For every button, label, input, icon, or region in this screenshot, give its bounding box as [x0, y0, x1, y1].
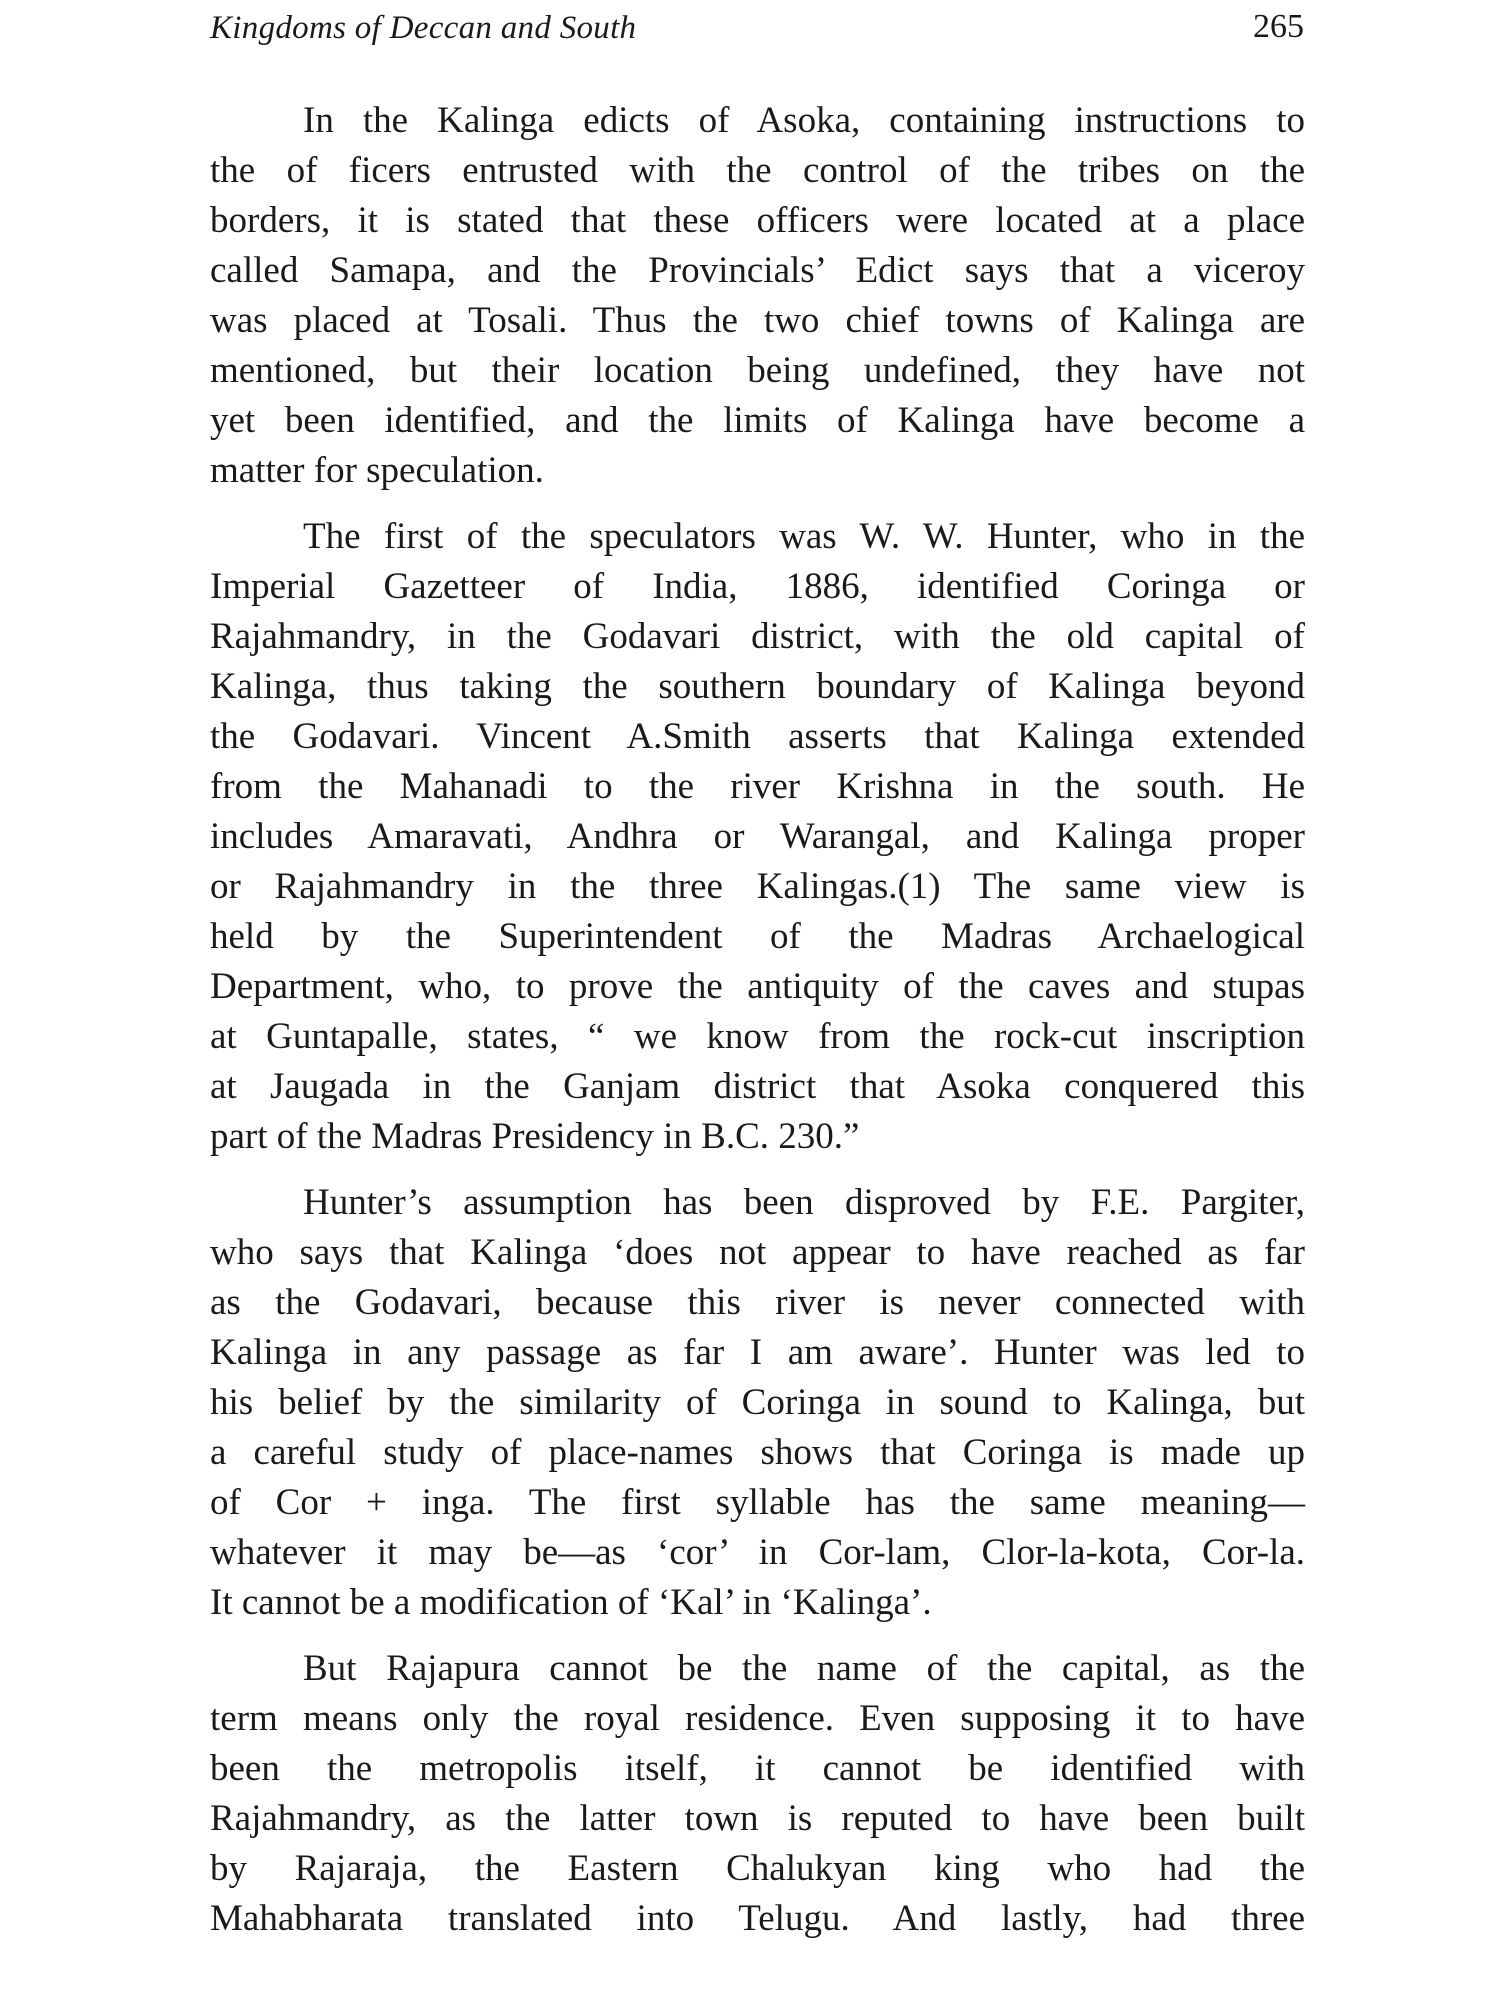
text-line: Department, who, to prove the antiquity of the caves and stupas	[210, 966, 1305, 1007]
body-text	[210, 96, 1305, 1960]
text-line: whatever it may be—as ‘cor’ in Cor-lam, Clor-la-kota, Cor-la.	[210, 1532, 1305, 1573]
text-line: been the metropolis itself, it cannot be identified with	[210, 1748, 1305, 1789]
text-line: from the Mahanadi to the river Krishna in the south. He	[210, 766, 1305, 807]
text-line: his belief by the similarity of Coringa in sound to Kalinga, but	[210, 1382, 1305, 1423]
text-line: or Rajahmandry in the three Kalingas.(1) The same view is	[210, 866, 1305, 907]
page-number: 265	[1253, 8, 1304, 45]
text-line: the Godavari. Vincent A.Smith asserts that Kalinga extended	[210, 716, 1305, 757]
text-line: Kalinga, thus taking the southern boundary of Kalinga beyond	[210, 666, 1305, 707]
text-line: matter for speculation.	[210, 450, 544, 491]
text-line: Rajahmandry, as the latter town is reputed to have been built	[210, 1798, 1305, 1839]
paragraph-3	[210, 1178, 1305, 1628]
text-line: the of ficers entrusted with the control of the tribes on the	[210, 150, 1305, 191]
text-line: by Rajaraja, the Eastern Chalukyan king who had the	[210, 1848, 1305, 1889]
text-line: of Cor + inga. The first syllable has the same meaning—	[210, 1482, 1305, 1523]
paragraph-1	[210, 96, 1305, 496]
text-line: The first of the speculators was W. W. Hunter, who in the	[303, 516, 1305, 557]
text-line: as the Godavari, because this river is never connected with	[210, 1282, 1305, 1323]
text-line: part of the Madras Presidency in B.C. 230.”	[210, 1116, 860, 1157]
text-line: But Rajapura cannot be the name of the capital, as the	[303, 1648, 1305, 1689]
text-line: at Guntapalle, states, “ we know from the rock-cut inscription	[210, 1016, 1305, 1057]
text-line: called Samapa, and the Provincials’ Edict says that a viceroy	[210, 250, 1305, 291]
paragraph-2	[210, 512, 1305, 1162]
text-line: Imperial Gazetteer of India, 1886, identified Coringa or	[210, 566, 1305, 607]
text-line: Rajahmandry, in the Godavari district, with the old capital of	[210, 616, 1305, 657]
text-line: who says that Kalinga ‘does not appear to have reached as far	[210, 1232, 1305, 1273]
text-line: yet been identified, and the limits of Kalinga have become a	[210, 400, 1305, 441]
text-line: Mahabharata translated into Telugu. And lastly, had three	[210, 1898, 1305, 1939]
text-line: held by the Superintendent of the Madras Archaelogical	[210, 916, 1305, 957]
text-line: Hunter’s assumption has been disproved by F.E. Pargiter,	[303, 1182, 1305, 1223]
text-line: at Jaugada in the Ganjam district that Asoka conquered this	[210, 1066, 1305, 1107]
text-line: term means only the royal residence. Even supposing it to have	[210, 1698, 1305, 1739]
running-head: Kingdoms of Deccan and South	[210, 10, 637, 46]
text-line: In the Kalinga edicts of Asoka, containing instructions to	[303, 100, 1305, 141]
paragraph-4	[210, 1644, 1305, 1944]
text-line: mentioned, but their location being undefined, they have not	[210, 350, 1305, 391]
text-line: includes Amaravati, Andhra or Warangal, and Kalinga proper	[210, 816, 1305, 857]
text-line: a careful study of place-names shows that Coringa is made up	[210, 1432, 1305, 1473]
text-line: was placed at Tosali. Thus the two chief towns of Kalinga are	[210, 300, 1305, 341]
text-line: It cannot be a modification of ‘Kal’ in ‘Kalinga’.	[210, 1582, 932, 1623]
text-line: borders, it is stated that these officers were located at a place	[210, 200, 1305, 241]
text-line: Kalinga in any passage as far I am aware’. Hunter was led to	[210, 1332, 1305, 1373]
